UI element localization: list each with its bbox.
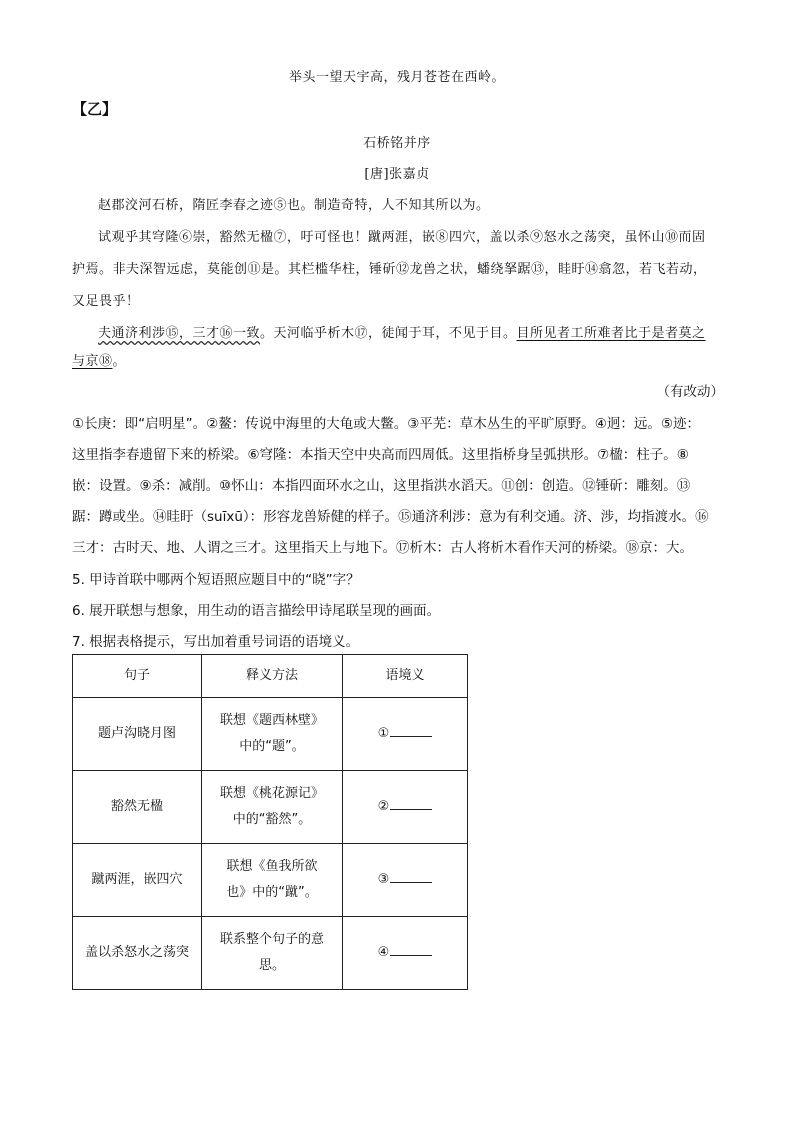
- method-line-2: 也》中的“蹴”。: [226, 885, 318, 900]
- yi-paragraph-3-line-1: [98, 322, 706, 341]
- question-7: 7. 根据表格提示，写出加着重号词语的语境义。: [72, 634, 360, 650]
- section-label-yi: 【乙】: [72, 100, 118, 118]
- source-note: （有改动）: [656, 384, 724, 400]
- row-answer[interactable]: [343, 771, 468, 844]
- annotation-line-2: 这里指李春遗留下来的桥梁。⑥穹隆：本指天空中央高而四周低。这里指桥身呈弧拱形。⑦楹：柱子。⑧: [72, 447, 689, 463]
- plain-text: 。天河临乎析木⑰，徒闻于耳，不见于目。: [260, 326, 517, 341]
- row-method: [202, 771, 343, 844]
- header-sentence: 句子: [73, 655, 202, 698]
- answer-number: ①: [377, 726, 390, 741]
- row-method: [202, 917, 343, 990]
- annotation-line-1: ①长庚：即“启明星”。②鳌：传说中海里的大龟或大鳖。③平芜：草木丛生的平旷原野。④迥：远。⑤迹：: [72, 416, 700, 432]
- method-line-1: 联系整个句子的意: [219, 932, 324, 947]
- period: 。: [112, 354, 127, 369]
- wavy-underlined-phrase: 夫通济利涉⑮，三才⑯一致: [98, 326, 261, 341]
- yi-title: 石桥铭并序: [363, 136, 431, 151]
- row-method: [202, 698, 343, 771]
- table-row: [73, 698, 468, 771]
- yi-author: [唐]张嘉贞: [364, 167, 430, 182]
- row-sentence: 盖以杀怒水之荡突: [73, 917, 202, 990]
- answer-number: ②: [377, 799, 390, 814]
- yi-paragraph-2-line-2: 护焉。非夫深智远虑，莫能创⑪是。其栏槛华柱，锤斫⑫龙兽之状，蟠绕拏踞⑬，眭盱⑭翕忽，若飞若动，: [72, 262, 707, 277]
- method-line-1: 联想《题西林壁》: [219, 713, 324, 728]
- row-sentence: 豁然无楹: [73, 771, 202, 844]
- table-row: [73, 917, 468, 990]
- answer-number: ③: [377, 872, 390, 887]
- header-meaning: 语境义: [343, 655, 468, 698]
- method-line-2: 中的“豁然”。: [232, 812, 312, 827]
- question-6: 6. 展开联想与想象，用生动的语言描绘甲诗尾联呈现的画面。: [72, 603, 441, 619]
- method-line-1: 联想《桃花源记》: [219, 786, 324, 801]
- yi-paragraph-2-line-3: 又足畏乎！: [72, 294, 140, 309]
- annotation-line-3: 嵌：设置。⑨杀：减削。⑩怀山：本指四面环水之山，这里指洪水滔天。⑪创：创造。⑫锤斫：雕刻。⑬: [72, 478, 691, 494]
- answer-number: ④: [377, 945, 390, 960]
- method-line-2: 思。: [258, 958, 285, 973]
- answer-blank[interactable]: [390, 868, 432, 883]
- yi-paragraph-1: 赵郡洨河石桥，隋匠李春之迹⑤也。制造奇特，人不知其所以为。: [98, 198, 490, 213]
- table-row: [73, 771, 468, 844]
- header-method: 释义方法: [202, 655, 343, 698]
- jia-poem-last-line: 举头一望天宇高，残月苍苍在西岭。: [288, 70, 505, 85]
- row-sentence: 题卢沟晓月图: [73, 698, 202, 771]
- underlined-sentence-end: 与京⑱: [72, 354, 113, 369]
- method-line-1: 联想《鱼我所欲: [226, 859, 318, 874]
- yi-paragraph-3-line-2: [72, 350, 126, 369]
- annotation-line-5: 三才：古时天、地、人谓之三才。这里指天上与地下。⑰析木：古人将析木看作天河的桥梁。⑱京：大。: [72, 540, 693, 556]
- method-line-2: 中的“题”。: [239, 739, 305, 754]
- table-header-row: [73, 655, 468, 698]
- yi-paragraph-2-line-1: 试观乎其穹隆⑥崇，豁然无楹⑦，吁可怪也！蹴两涯，嵌⑧四穴，盖以杀⑨怒水之荡突，虽怀山⑩而固: [98, 230, 706, 245]
- row-answer[interactable]: [343, 844, 468, 917]
- row-answer[interactable]: [343, 917, 468, 990]
- table-row: [73, 844, 468, 917]
- row-sentence: 蹴两涯，嵌四穴: [73, 844, 202, 917]
- question-7-table: [72, 654, 468, 990]
- row-method: [202, 844, 343, 917]
- row-answer[interactable]: [343, 698, 468, 771]
- answer-blank[interactable]: [390, 795, 432, 810]
- answer-blank[interactable]: [390, 722, 432, 737]
- answer-blank[interactable]: [390, 941, 432, 956]
- question-5: 5. 甲诗首联中哪两个短语照应题目中的“晓”字？: [72, 572, 360, 588]
- annotation-line-4: 踞：蹲或坐。⑭眭盱（suīxū）：形容龙兽矫健的样子。⑮通济利涉：意为有利交通。济、涉，均指渡水。⑯: [72, 509, 709, 525]
- underlined-sentence: 目所见者工所难者比于是者莫之: [516, 326, 706, 341]
